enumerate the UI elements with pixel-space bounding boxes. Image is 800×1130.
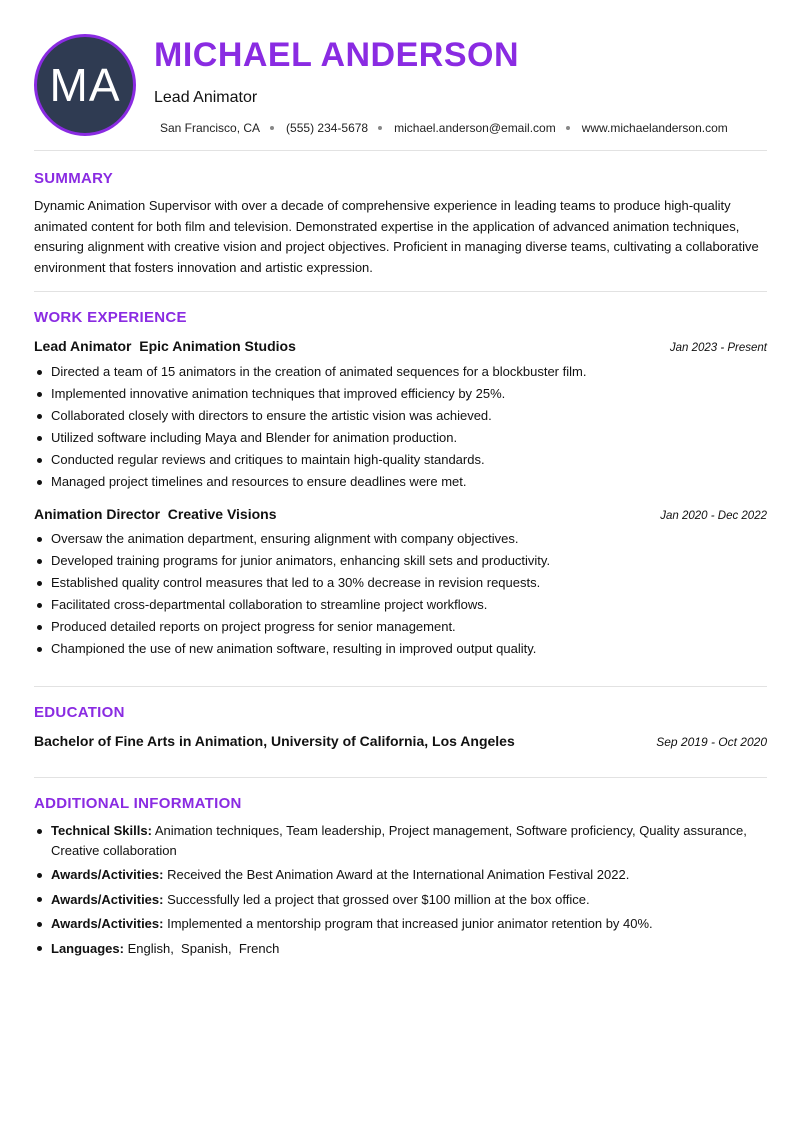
job-dates: Jan 2023 - Present xyxy=(669,342,767,354)
divider xyxy=(34,150,767,151)
item-text: English, Spanish, French xyxy=(123,940,280,956)
item-label: Technical Skills: xyxy=(51,823,152,838)
education-dates: Sep 2019 - Oct 2020 xyxy=(656,735,767,749)
list-item: Oversaw the animation department, ensuring alignment with company objectives. xyxy=(34,528,767,550)
avatar-initials: MA xyxy=(49,59,121,111)
candidate-role: Lead Animator xyxy=(154,89,258,106)
list-item: Utilized software including Maya and Blender for animation production. xyxy=(34,427,767,449)
list-item: Directed a team of 15 animators in the creation of animated sequences for a blockbuster film. xyxy=(34,361,767,383)
list-item xyxy=(34,865,767,885)
job-header xyxy=(34,506,767,522)
education-heading: EDUCATION xyxy=(34,704,125,721)
candidate-name: MICHAEL ANDERSON xyxy=(154,36,520,74)
separator-dot xyxy=(566,126,570,130)
separator-dot xyxy=(270,126,274,130)
job-title: Animation Director Creative Visions xyxy=(34,506,277,522)
list-item xyxy=(34,939,767,959)
list-item: Managed project timelines and resources to ensure deadlines were met. xyxy=(34,471,767,493)
list-item: Facilitated cross-departmental collaboration to streamline project workflows. xyxy=(34,594,767,616)
additional-list xyxy=(34,821,767,963)
item-text: Successfully led a project that grossed over $100 million at the box office. xyxy=(163,891,590,907)
summary-heading: SUMMARY xyxy=(34,170,114,187)
education-degree: Bachelor of Fine Arts in Animation, University of California, Los Angeles xyxy=(34,733,515,749)
list-item: Collaborated closely with directors to ensure the artistic vision was achieved. xyxy=(34,405,767,427)
item-text: Implemented a mentorship program that increased junior animator retention by 40%. xyxy=(163,916,653,931)
list-item: Implemented innovative animation techniques that improved efficiency by 25%. xyxy=(34,383,767,405)
job-title: Lead Animator Epic Animation Studios xyxy=(34,338,296,354)
contact-location: San Francisco, CA xyxy=(160,121,261,135)
list-item: Developed training programs for junior animators, enhancing skill sets and productivity. xyxy=(34,550,767,572)
item-text: Animation techniques, Team leadership, Project management, Software proficiency, Quality assurance, Creative collaboration xyxy=(51,823,751,858)
summary-text: Dynamic Animation Supervisor with over a decade of comprehensive experience in leading teams to produce high-quality animated content for both film and television. Demonstrated expertise in the application of advanced animation techniques, ensuring alignment with creative vision and project objectives. Proficient in managing diverse teams, cultivating a collaborative environment that fosters innovation and artistic expression. xyxy=(34,198,759,275)
contact-website[interactable]: www.michaelanderson.com xyxy=(581,121,728,135)
job-bullets xyxy=(34,528,767,660)
avatar xyxy=(34,34,136,136)
separator-dot xyxy=(378,126,382,130)
contact-line xyxy=(160,121,728,135)
item-text: Received the Best Animation Award at the International Animation Festival 2022. xyxy=(163,867,630,882)
additional-heading: ADDITIONAL INFORMATION xyxy=(34,795,242,812)
list-item xyxy=(34,821,767,860)
list-item: Established quality control measures that led to a 30% decrease in revision requests. xyxy=(34,572,767,594)
list-item: Championed the use of new animation software, resulting in improved output quality. xyxy=(34,638,767,660)
item-label: Awards/Activities: xyxy=(51,916,164,931)
item-label: Languages: xyxy=(51,940,124,956)
contact-phone: (555) 234-5678 xyxy=(286,121,369,135)
list-item: Conducted regular reviews and critiques to maintain high-quality standards. xyxy=(34,449,767,471)
divider xyxy=(34,777,767,778)
list-item: Produced detailed reports on project progress for senior management. xyxy=(34,616,767,638)
experience-heading: WORK EXPERIENCE xyxy=(34,309,187,326)
job-bullets xyxy=(34,361,767,493)
list-item xyxy=(34,890,767,910)
education-entry xyxy=(34,733,767,749)
job-dates: Jan 2020 - Dec 2022 xyxy=(660,510,767,522)
contact-email[interactable]: michael.anderson@email.com xyxy=(394,121,556,135)
item-label: Awards/Activities: xyxy=(51,867,164,882)
item-label: Awards/Activities: xyxy=(51,891,164,907)
job-header xyxy=(34,338,767,354)
divider xyxy=(34,686,767,687)
list-item xyxy=(34,914,767,934)
divider xyxy=(34,291,767,292)
